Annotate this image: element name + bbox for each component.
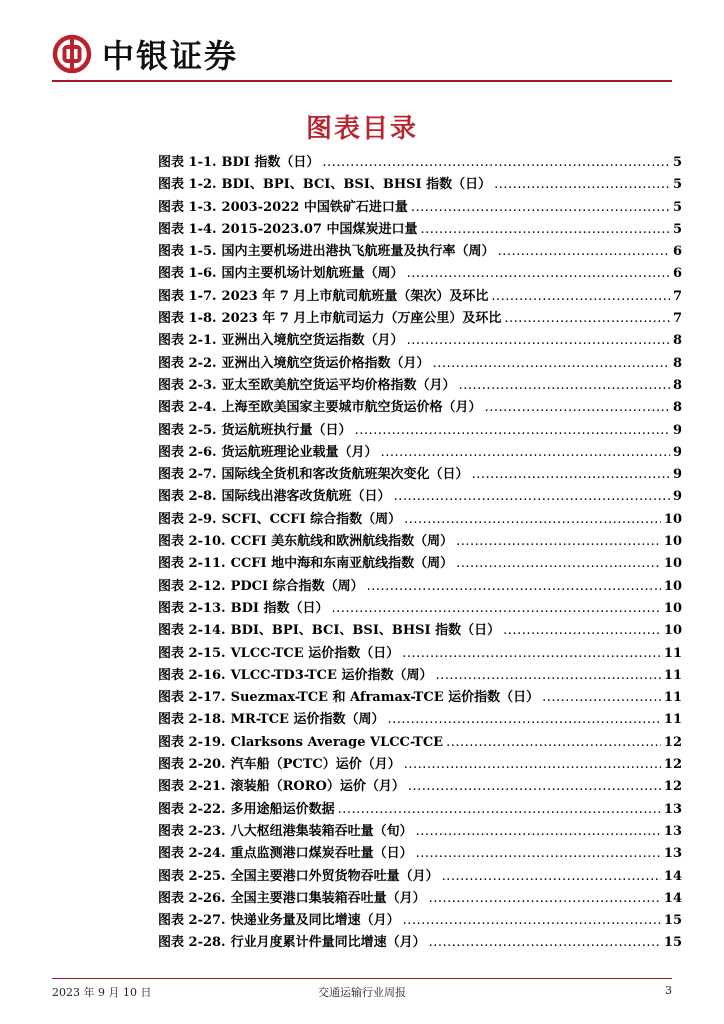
toc-entry-title: CCFI 地中海和东南亚航线指数（周） bbox=[230, 556, 454, 572]
toc-entry-label: 图表 2-18. bbox=[158, 712, 226, 728]
toc-leader-dots bbox=[446, 732, 661, 754]
brand-name: 中银证券 bbox=[102, 37, 239, 75]
footer bbox=[52, 984, 672, 1000]
toc-entry-label: 图表 2-4. bbox=[158, 400, 217, 416]
toc-entry-label: 图表 1-6. bbox=[158, 266, 217, 282]
toc-leader-dots bbox=[407, 330, 670, 352]
toc-entry-page: 10 bbox=[663, 534, 682, 550]
toc-entry-label: 图表 2-28. bbox=[158, 935, 226, 951]
toc-entry[interactable] bbox=[158, 330, 682, 352]
toc-leader-dots bbox=[435, 665, 660, 687]
toc-entry-title: 货运航班执行量（日） bbox=[221, 422, 352, 438]
toc-entry-title: 亚洲出入境航空货运指数（月） bbox=[221, 333, 404, 349]
toc-entry-page: 14 bbox=[663, 890, 682, 906]
toc-entry-title: 上海至欧美国家主要城市航空货运价格（月） bbox=[221, 400, 482, 416]
toc-entry-page: 9 bbox=[672, 422, 682, 438]
toc-leader-dots bbox=[429, 888, 661, 910]
toc-leader-dots bbox=[411, 197, 670, 219]
toc-entry-label: 图表 2-25. bbox=[158, 868, 226, 884]
toc-entry-page: 6 bbox=[672, 266, 682, 282]
toc-entry[interactable] bbox=[158, 620, 682, 642]
toc-leader-dots bbox=[494, 174, 670, 196]
toc-entry-title: 2015-2023.07 中国煤炭进口量 bbox=[221, 221, 418, 237]
toc-entry-label: 图表 2-5. bbox=[158, 422, 217, 438]
toc-entry[interactable] bbox=[158, 241, 682, 263]
toc-entry[interactable] bbox=[158, 888, 682, 910]
toc-entry-page: 6 bbox=[672, 244, 682, 260]
toc-entry-page: 8 bbox=[672, 377, 682, 393]
toc-entry[interactable] bbox=[158, 308, 682, 330]
toc-entry-label: 图表 2-20. bbox=[158, 757, 226, 773]
toc-entry-page: 10 bbox=[663, 511, 682, 527]
toc-leader-dots bbox=[355, 420, 670, 442]
toc-entry-label: 图表 1-3. bbox=[158, 199, 217, 215]
toc-entry-page: 10 bbox=[663, 578, 682, 594]
toc-entry-title: 八大枢纽港集装箱吞吐量（旬） bbox=[230, 823, 413, 839]
toc-entry-label: 图表 2-12. bbox=[158, 578, 226, 594]
toc-entry-page: 12 bbox=[663, 779, 682, 795]
toc-entry-page: 10 bbox=[663, 623, 682, 639]
toc-leader-dots bbox=[408, 776, 661, 798]
toc-leader-dots bbox=[394, 486, 670, 508]
toc-entry[interactable] bbox=[158, 197, 682, 219]
toc-entry[interactable] bbox=[158, 910, 682, 932]
toc-entry-page: 7 bbox=[672, 288, 682, 304]
toc-entry-page: 5 bbox=[672, 155, 682, 170]
toc-leader-dots bbox=[404, 509, 661, 531]
toc-leader-dots bbox=[416, 821, 661, 843]
toc-entry-label: 图表 1-1. bbox=[158, 155, 217, 170]
toc-entry-page: 10 bbox=[663, 556, 682, 572]
toc-leader-dots bbox=[433, 353, 670, 375]
toc-entry-title: 行业月度累计件量同比增速（月） bbox=[230, 935, 426, 951]
toc-entry-label: 图表 1-2. bbox=[158, 177, 217, 193]
toc-leader-dots bbox=[331, 598, 660, 620]
toc-entry-label: 图表 2-7. bbox=[158, 467, 217, 483]
toc-entry-page: 10 bbox=[663, 600, 682, 616]
toc-entry[interactable] bbox=[158, 442, 682, 464]
toc-leader-dots bbox=[420, 219, 670, 241]
toc-entry[interactable] bbox=[158, 732, 682, 754]
toc-entry-label: 图表 1-5. bbox=[158, 244, 217, 260]
toc-entry-label: 图表 2-6. bbox=[158, 444, 217, 460]
toc-entry[interactable] bbox=[158, 174, 682, 196]
toc-leader-dots bbox=[403, 910, 661, 932]
toc-entry-page: 14 bbox=[663, 868, 682, 884]
toc-entry-page: 15 bbox=[663, 913, 682, 929]
toc-entry-label: 图表 2-15. bbox=[158, 645, 226, 661]
toc-entry[interactable] bbox=[158, 598, 682, 620]
footer-date: 2023 年 9 月 10 日 bbox=[52, 986, 152, 999]
toc-entry-label: 图表 1-4. bbox=[158, 221, 217, 237]
toc-entry-title: 快递业务量及同比增速（月） bbox=[230, 913, 400, 929]
toc-entry-label: 图表 2-23. bbox=[158, 823, 226, 839]
toc-entry-label: 图表 2-24. bbox=[158, 846, 226, 862]
toc-leader-dots bbox=[503, 620, 661, 642]
toc-entry[interactable] bbox=[158, 799, 682, 821]
toc-entry-page: 11 bbox=[663, 645, 682, 661]
toc-entry-label: 图表 2-2. bbox=[158, 355, 217, 371]
toc-entry-page: 5 bbox=[672, 221, 682, 237]
toc-leader-dots bbox=[338, 799, 661, 821]
toc-entry-page: 11 bbox=[663, 712, 682, 728]
toc-entry[interactable] bbox=[158, 687, 682, 709]
toc-entry-label: 图表 2-22. bbox=[158, 801, 226, 817]
toc-entry-title: 全国主要港口集装箱吞吐量（月） bbox=[230, 890, 426, 906]
toc-entry-page: 5 bbox=[672, 199, 682, 215]
toc-leader-dots bbox=[504, 308, 670, 330]
footer-page-number: 3 bbox=[665, 984, 672, 997]
toc-entry-title: VLCC-TCE 运价指数（日） bbox=[230, 645, 400, 661]
toc-entry-page: 13 bbox=[663, 801, 682, 817]
toc-entry-page: 8 bbox=[672, 400, 682, 416]
toc-entry-label: 图表 1-7. bbox=[158, 288, 217, 304]
header-divider bbox=[52, 80, 672, 82]
toc-entry-title: 国内主要机场计划航班量（周） bbox=[221, 266, 404, 282]
toc-entry-title: 全国主要港口外贸货物吞吐量（月） bbox=[230, 868, 439, 884]
toc-leader-dots bbox=[407, 263, 670, 285]
toc-leader-dots bbox=[456, 531, 661, 553]
toc-entry-label: 图表 2-14. bbox=[158, 623, 226, 639]
toc-entry-page: 12 bbox=[663, 757, 682, 773]
toc-entry-title: BDI、BPI、BCI、BSI、BHSI 指数（日） bbox=[230, 623, 501, 639]
toc-leader-dots bbox=[367, 576, 661, 598]
toc-entry-page: 13 bbox=[663, 846, 682, 862]
toc-entry-label: 图表 2-10. bbox=[158, 534, 226, 550]
toc-entry-page: 5 bbox=[672, 177, 682, 193]
toc-entry-page: 9 bbox=[672, 467, 682, 483]
toc-entry[interactable] bbox=[158, 843, 682, 865]
toc-entry-label: 图表 2-13. bbox=[158, 600, 226, 616]
toc-entry-label: 图表 2-1. bbox=[158, 333, 217, 349]
toc-entry-title: 多用途船运价数据 bbox=[230, 801, 335, 817]
toc-entry-title: 重点监测港口煤炭吞吐量（日） bbox=[230, 846, 413, 862]
toc-entry-page: 11 bbox=[663, 667, 682, 683]
toc-entry-page: 8 bbox=[672, 355, 682, 371]
toc-entry[interactable] bbox=[158, 665, 682, 687]
toc-entry-page: 8 bbox=[672, 333, 682, 349]
toc-entry-label: 图表 1-8. bbox=[158, 311, 217, 327]
toc-entry-label: 图表 2-21. bbox=[158, 779, 226, 795]
toc-entry[interactable] bbox=[158, 152, 682, 174]
bank-of-china-logo-icon bbox=[52, 34, 92, 74]
toc-entry-title: 亚洲出入境航空货运价格指数（月） bbox=[221, 355, 430, 371]
toc-entry[interactable] bbox=[158, 553, 682, 575]
footer-report-name: 交通运输行业周报 bbox=[318, 986, 406, 999]
toc-entry-title: 亚太至欧美航空货运平均价格指数（月） bbox=[221, 377, 456, 393]
toc-entry-label: 图表 2-16. bbox=[158, 667, 226, 683]
toc-entry-label: 图表 2-19. bbox=[158, 734, 226, 750]
toc-list bbox=[158, 152, 682, 955]
toc-leader-dots bbox=[491, 286, 670, 308]
toc-entry-title: Suezmax-TCE 和 Aframax-TCE 运价指数（日） bbox=[230, 690, 540, 706]
toc-entry[interactable] bbox=[158, 932, 682, 954]
toc-entry[interactable] bbox=[158, 286, 682, 308]
toc-entry-title: Clarksons Average VLCC-TCE bbox=[230, 734, 444, 750]
toc-leader-dots bbox=[459, 375, 670, 397]
toc-entry[interactable] bbox=[158, 709, 682, 731]
toc-leader-dots bbox=[416, 843, 661, 865]
page-title: 图表目录 bbox=[305, 114, 418, 144]
toc-entry-title: 国内主要机场进出港执飞航班量及执行率（周） bbox=[221, 244, 495, 260]
toc-entry-title: SCFI、CCFI 综合指数（周） bbox=[221, 511, 402, 527]
toc-entry-label: 图表 2-26. bbox=[158, 890, 226, 906]
toc-entry-title: BDI、BPI、BCI、BSI、BHSI 指数（日） bbox=[221, 177, 492, 193]
toc-leader-dots bbox=[429, 932, 661, 954]
toc-entry[interactable] bbox=[158, 375, 682, 397]
toc-entry[interactable] bbox=[158, 420, 682, 442]
toc-entry-page: 9 bbox=[672, 444, 682, 460]
toc-entry-title: 货运航班理论业载量（月） bbox=[221, 444, 378, 460]
toc-entry-title: 2023 年 7 月上市航司运力（万座公里）及环比 bbox=[221, 311, 502, 327]
toc-leader-dots bbox=[402, 643, 661, 665]
toc-leader-dots bbox=[472, 464, 670, 486]
toc-entry[interactable] bbox=[158, 821, 682, 843]
toc-entry[interactable] bbox=[158, 397, 682, 419]
toc-entry[interactable] bbox=[158, 576, 682, 598]
toc-entry-title: CCFI 美东航线和欧洲航线指数（周） bbox=[230, 534, 454, 550]
toc-entry[interactable] bbox=[158, 776, 682, 798]
toc-leader-dots bbox=[485, 397, 670, 419]
toc-entry[interactable] bbox=[158, 509, 682, 531]
toc-entry-title: 汽车船（PCTC）运价（月） bbox=[230, 757, 401, 773]
toc-entry[interactable] bbox=[158, 263, 682, 285]
toc-leader-dots bbox=[381, 442, 670, 464]
toc-leader-dots bbox=[542, 687, 661, 709]
toc-entry-page: 11 bbox=[663, 690, 682, 706]
toc-entry-title: 国际线全货机和客改货航班架次变化（日） bbox=[221, 467, 469, 483]
toc-entry-title: VLCC-TD3-TCE 运价指数（周） bbox=[230, 667, 433, 683]
toc-entry-title: 2003-2022 中国铁矿石进口量 bbox=[221, 199, 408, 215]
toc-entry-label: 图表 2-8. bbox=[158, 489, 217, 505]
toc-leader-dots bbox=[404, 754, 661, 776]
toc-entry-page: 9 bbox=[672, 489, 682, 505]
toc-entry-title: PDCI 综合指数（周） bbox=[230, 578, 364, 594]
toc-entry-page: 7 bbox=[672, 311, 682, 327]
toc-entry[interactable] bbox=[158, 754, 682, 776]
toc-entry-label: 图表 2-11. bbox=[158, 556, 226, 572]
toc-leader-dots bbox=[442, 866, 661, 888]
toc-entry-label: 图表 2-3. bbox=[158, 377, 217, 393]
toc-entry[interactable] bbox=[158, 486, 682, 508]
toc-entry-title: BDI 指数（日） bbox=[221, 155, 320, 170]
toc-entry-page: 12 bbox=[663, 734, 682, 750]
toc-entry-label: 图表 2-9. bbox=[158, 511, 217, 527]
toc-entry-title: 2023 年 7 月上市航司航班量（架次）及环比 bbox=[221, 288, 489, 304]
toc-entry[interactable] bbox=[158, 531, 682, 553]
toc-leader-dots bbox=[388, 709, 661, 731]
header bbox=[52, 32, 238, 76]
toc-entry-page: 15 bbox=[663, 935, 682, 951]
toc-leader-dots bbox=[456, 553, 661, 575]
toc-entry[interactable] bbox=[158, 643, 682, 665]
toc-entry[interactable] bbox=[158, 353, 682, 375]
toc-entry-title: MR-TCE 运价指数（周） bbox=[230, 712, 385, 728]
toc-entry[interactable] bbox=[158, 866, 682, 888]
toc-entry-page: 13 bbox=[663, 823, 682, 839]
toc-entry-title: 滚装船（RORO）运价（月） bbox=[230, 779, 405, 795]
toc-entry[interactable] bbox=[158, 219, 682, 241]
toc-leader-dots bbox=[498, 241, 670, 263]
toc-entry-title: BDI 指数（日） bbox=[230, 600, 329, 616]
toc-leader-dots bbox=[322, 152, 670, 174]
toc-entry[interactable] bbox=[158, 464, 682, 486]
toc-entry-title: 国际线出港客改货航班（日） bbox=[221, 489, 391, 505]
toc-entry-label: 图表 2-27. bbox=[158, 913, 226, 929]
footer-divider bbox=[52, 978, 672, 979]
toc-entry-label: 图表 2-17. bbox=[158, 690, 226, 706]
